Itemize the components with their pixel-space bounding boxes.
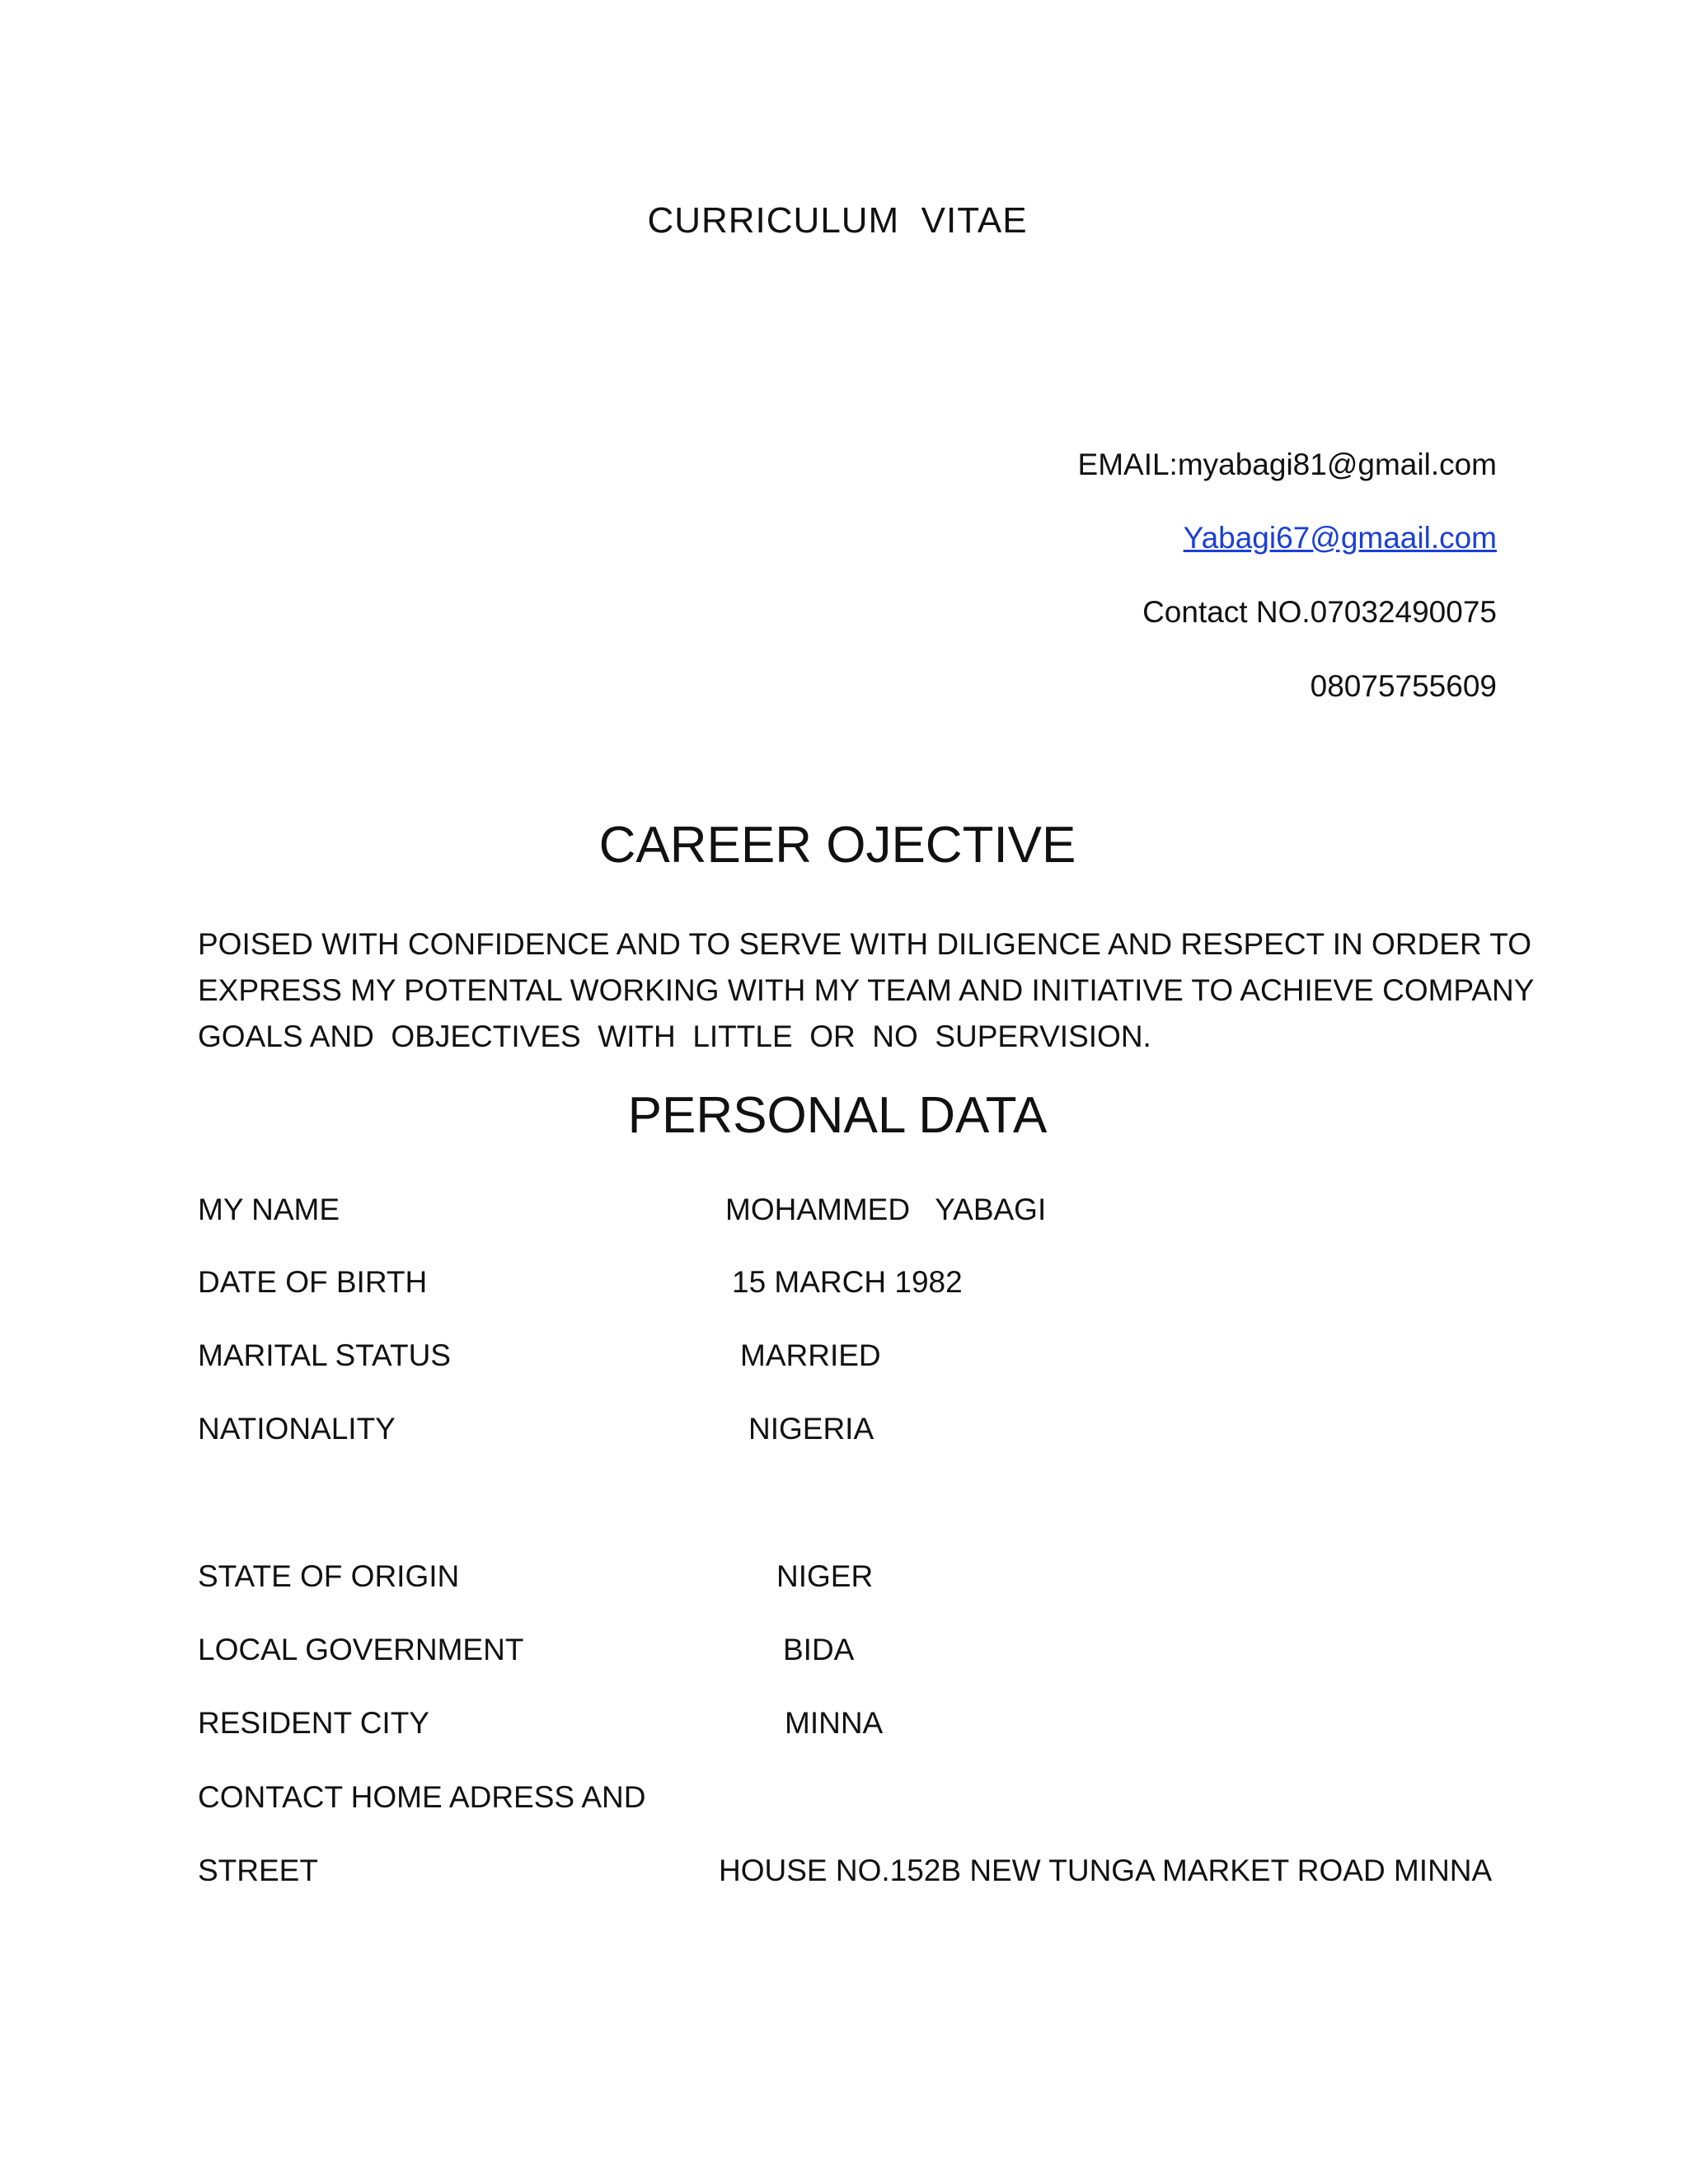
- objective-line: EXPRESS MY POTENTAL WORKING WITH MY TEAM AND INITIATIVE TO ACHIEVE COMPANY: [198, 973, 1535, 1007]
- row-value: MOHAMMED YABAGI: [725, 1193, 1047, 1226]
- row-label: LOCAL GOVERNMENT: [198, 1633, 524, 1666]
- personal-data-row-name: [198, 1193, 1517, 1234]
- contact-phone: Contact NO.07032490075: [1142, 595, 1497, 629]
- document-title: CURRICULUM VITAE: [647, 200, 1028, 241]
- row-label: DATE OF BIRTH: [198, 1265, 428, 1299]
- row-value: NIGERIA: [748, 1412, 874, 1446]
- personal-data-row-nationality: [198, 1412, 1517, 1453]
- personal-data-row-state: [198, 1559, 1517, 1601]
- personal-data-row-dob: [198, 1265, 1517, 1306]
- row-value: HOUSE NO.152B NEW TUNGA MARKET ROAD MINNA: [719, 1854, 1493, 1887]
- personal-data-row-street: [198, 1854, 1517, 1895]
- objective-line: POISED WITH CONFIDENCE AND TO SERVE WITH DILIGENCE AND RESPECT IN ORDER TO: [198, 927, 1531, 961]
- row-value: NIGER: [776, 1559, 874, 1593]
- row-value: MARRIED: [740, 1338, 881, 1372]
- row-label: MY NAME: [198, 1193, 340, 1226]
- row-value: MINNA: [785, 1706, 884, 1740]
- career-objective-heading: CAREER OJECTIVE: [598, 817, 1076, 874]
- personal-data-row-lga: [198, 1633, 1517, 1674]
- personal-data-heading: PERSONAL DATA: [627, 1087, 1048, 1144]
- personal-data-row-marital: [198, 1338, 1517, 1380]
- contact-phone-alt: 08075755609: [1310, 669, 1497, 703]
- row-label: MARITAL STATUS: [198, 1338, 451, 1372]
- row-value: BIDA: [783, 1633, 855, 1666]
- personal-data-row-city: [198, 1706, 1517, 1747]
- row-label: CONTACT HOME ADRESS AND: [198, 1780, 646, 1814]
- row-value: 15 MARCH 1982: [732, 1265, 963, 1299]
- row-label: STREET: [198, 1854, 318, 1887]
- career-objective-text: [198, 921, 1535, 1060]
- row-label: NATIONALITY: [198, 1412, 396, 1446]
- email-primary: EMAIL:myabagi81@gmail.com: [1077, 448, 1497, 481]
- objective-line: GOALS AND OBJECTIVES WITH LITTLE OR NO SUPERVISION.: [198, 1019, 1151, 1053]
- row-label: RESIDENT CITY: [198, 1706, 429, 1740]
- email-secondary-link[interactable]: Yabagi67@gmaail.com: [1183, 521, 1497, 555]
- personal-data-row-address-label: [198, 1780, 1517, 1821]
- row-label: STATE OF ORIGIN: [198, 1559, 460, 1593]
